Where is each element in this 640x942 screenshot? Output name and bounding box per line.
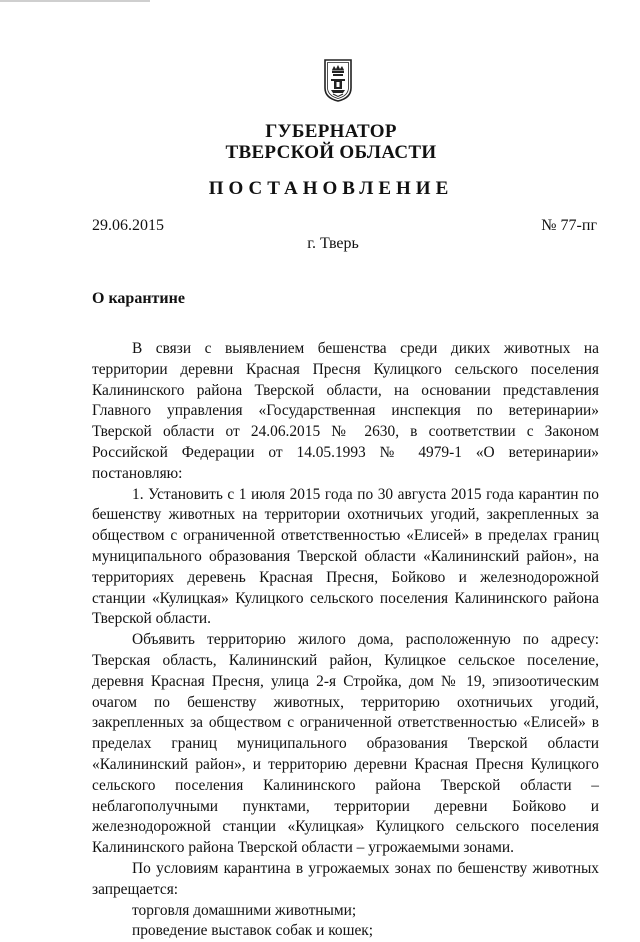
document-body — [92, 339, 599, 942]
paragraph-declaration: Объявить территорию жилого дома, расположенную по адресу: Тверская область, Калининский район, Кулицкое сельское поселение, деревня Красная Пресня, улица 2-я Стройка, дом № 19, эпизоотическим очагом по бешенству животных, территорию охотничьих угодий, закрепленных за обществом с ограниченной ответственностью «Елисей» в пределах границ муниципального образования Тверской области «Калининский район», и территорию деревни Красная Пресня Кулицкого сельского поселения Калининского района Тверской области – неблагополучными пунктами, территории деревни Бойково и железнодорожной станции «Кулицкая» Кулицкого сельского поселения Калининского района Тверской области – угрожаемыми зонами. — [92, 631, 599, 857]
paragraph-item-1: 1. Установить с 1 июля 2015 года по 30 августа 2015 года карантин по бешенству животных на территории охотничьих угодий, закрепленных за обществом с ограниченной ответственностью «Елисей» в пределах границ муниципального образования Тверской области «Калининский район», на территориях деревень Красная Пресня, Бойково и железнодорожной станции «Кулицкая» Кулицкого сельского поселения Калининского района Тверской области. — [92, 485, 599, 628]
scan-edge-mark — [0, 0, 150, 2]
paragraph-prohibitions: По условиям карантина в угрожаемых зонах по бешенству животных запрещается: — [92, 859, 599, 898]
paragraph-preamble: В связи с выявлением бешенства среди диких животных на территории деревни Красная Пресня Кулицкого сельского поселения Калининского района Тверской области, на основании представления Главного управления «Государственная инспекция по ветеринарии» Тверской области от 24.06.2015 № 2630, в соответствии с Законом Российской Федерации от 14.05.1993 № 4979-1 «О ветеринарии» постановляю: — [92, 340, 599, 482]
issuer-region: ТВЕРСКОЙ ОБЛАСТИ — [225, 142, 437, 163]
list-item: торговля домашними животными; — [132, 901, 357, 919]
list-item: проведение выставок собак и кошек; — [132, 922, 374, 940]
coat-of-arms-icon — [323, 58, 353, 102]
issuer-title: ГУБЕРНАТОР — [265, 121, 397, 142]
document-number: № 77-пг — [541, 217, 597, 234]
document-subject: О карантине — [92, 290, 185, 307]
document-city: г. Тверь — [307, 235, 359, 252]
document-date: 29.06.2015 — [92, 217, 164, 234]
document-type: ПОСТАНОВЛЕНИЕ — [208, 178, 454, 199]
